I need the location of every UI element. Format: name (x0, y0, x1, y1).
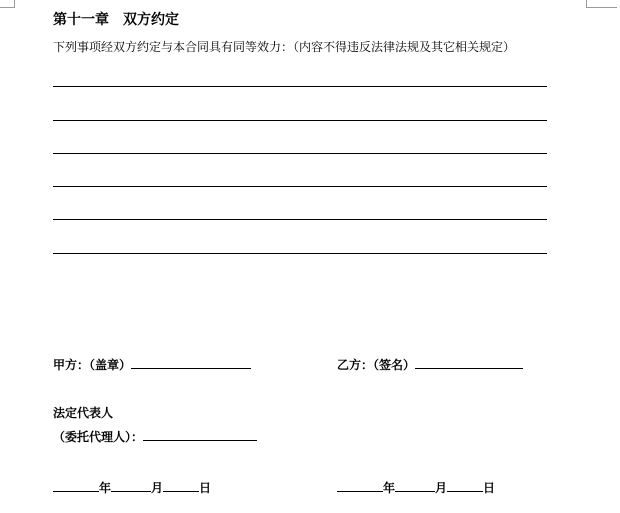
year-label: 年 (383, 481, 396, 495)
representative-label-line1: 法定代表人 (53, 406, 114, 420)
day-blank[interactable] (447, 479, 483, 492)
fill-line[interactable] (53, 253, 547, 254)
party-a-date (53, 479, 211, 496)
month-label: 月 (151, 481, 164, 495)
fill-line[interactable] (53, 153, 547, 154)
year-label: 年 (99, 481, 112, 495)
fill-line[interactable] (53, 120, 547, 121)
fill-line[interactable] (53, 219, 547, 220)
party-a-blank[interactable] (131, 356, 251, 369)
party-b-date (337, 479, 495, 496)
day-label: 日 (483, 481, 496, 495)
day-label: 日 (199, 481, 212, 495)
fill-line[interactable] (53, 186, 547, 187)
chapter-heading (53, 11, 179, 29)
year-blank[interactable] (53, 479, 99, 492)
representative-field (53, 428, 257, 445)
representative-blank[interactable] (143, 428, 257, 441)
day-blank[interactable] (163, 479, 199, 492)
representative-label-line2: （委托代理人）： (53, 430, 144, 444)
party-b-blank[interactable] (415, 356, 523, 369)
month-blank[interactable] (395, 479, 435, 492)
month-blank[interactable] (111, 479, 151, 492)
intro-text: 下列事项经双方约定与本合同具有同等效力：（内容不得违反法律法规及其它相关规定） (53, 40, 516, 54)
year-blank[interactable] (337, 479, 383, 492)
party-b-label: 乙方：（签名） (337, 358, 416, 372)
chapter-number: 第十一章 (53, 12, 109, 28)
party-b-signature (337, 356, 523, 373)
crop-mark-top-right (586, 0, 617, 8)
party-a-label: 甲方：（盖章） (53, 358, 132, 372)
party-a-signature (53, 356, 251, 373)
crop-mark-top-left (0, 0, 15, 8)
month-label: 月 (435, 481, 448, 495)
chapter-title: 双方约定 (123, 12, 179, 28)
fill-line[interactable] (53, 86, 547, 87)
